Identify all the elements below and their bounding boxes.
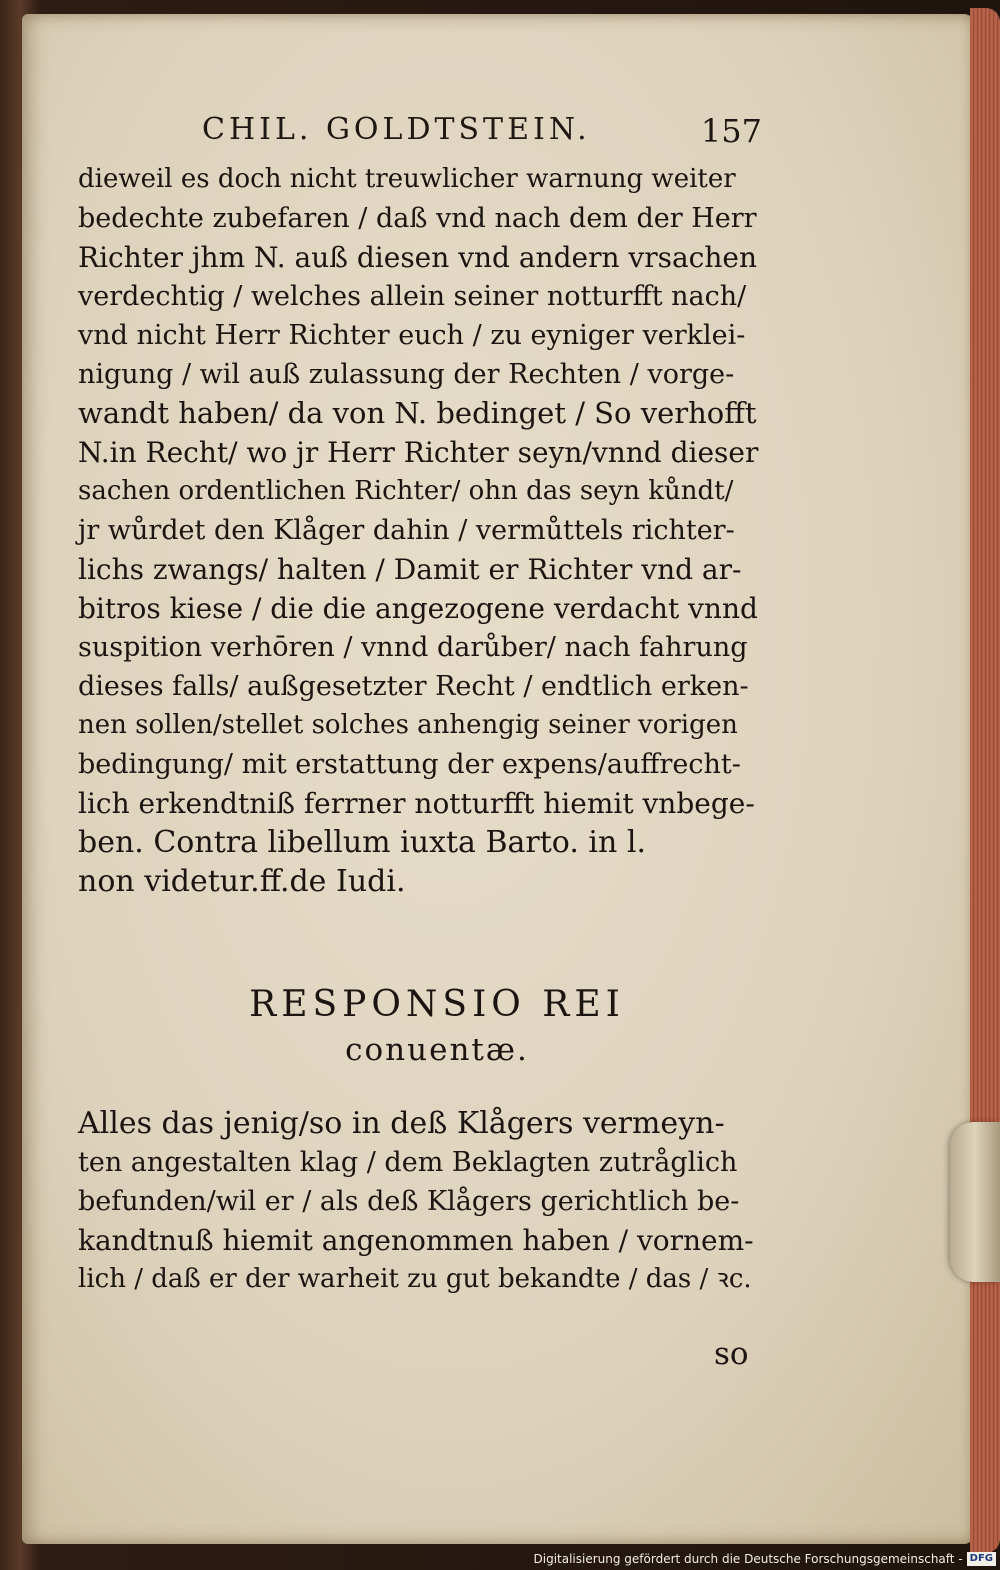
- body-line: lichs zwangs/ halten / Damit er Richter vnd ar-: [78, 553, 742, 586]
- response-line: ten angestalten klag / dem Beklagten zutråglich: [78, 1147, 738, 1178]
- response-line: lich / daß er der warheit zu gut bekandte / das / ꝛc.: [78, 1264, 752, 1294]
- dfg-logo-icon: DFG: [967, 1552, 996, 1566]
- body-line: dieses falls/ außgesetzter Recht / endtlich erken-: [78, 671, 749, 702]
- section-subtitle: conuentæ.: [345, 1032, 529, 1068]
- footer-credit: Digitalisierung gefördert durch die Deutsche Forschungsgemeinschaft -: [533, 1552, 963, 1566]
- running-header: [202, 112, 762, 152]
- body-line: bedechte zubefaren / daß vnd nach dem der Herr: [78, 203, 757, 234]
- running-title: CHIL. GOLDTSTEIN.: [202, 112, 591, 147]
- digitization-footer: [534, 1550, 997, 1568]
- body-text: [78, 160, 758, 901]
- response-line: Alles das jenig/so in deß Klågers vermeyn-: [78, 1106, 725, 1141]
- book-page: [22, 14, 974, 1544]
- body-line: lich erkendtniß ferrner notturfft hiemit vnbege-: [78, 787, 755, 820]
- body-line: dieweil es doch nicht treuwlicher warnung weiter: [78, 164, 736, 194]
- body-line: non videtur.ff.de Iudi.: [78, 864, 406, 899]
- response-text: [78, 1104, 758, 1299]
- body-line: wandt haben/ da von N. bedinget / So verhofft: [78, 396, 757, 430]
- body-line: verdechtig / welches allein seiner notturfft nach/: [78, 281, 747, 312]
- section-title: RESPONSIO REI: [249, 984, 625, 1025]
- book-clasp: [950, 1122, 1000, 1282]
- response-line: befunden/wil er / als deß Klågers gerichtlich be-: [78, 1186, 740, 1217]
- page-edge: [970, 8, 1000, 1553]
- body-line: suspition verhōren / vnnd darůber/ nach fahrung: [78, 632, 748, 663]
- catchword: so: [714, 1336, 749, 1372]
- page-number: 157: [700, 112, 762, 150]
- body-line: Richter jhm N. auß diesen vnd andern vrsachen: [78, 241, 757, 274]
- body-line: sachen ordentlichen Richter/ ohn das seyn kůndt/: [78, 476, 734, 506]
- body-line: bedingung/ mit erstattung der expens/auffrecht-: [78, 749, 741, 780]
- body-line: nigung / wil auß zulassung der Rechten / vorge-: [78, 359, 735, 390]
- body-line: N.in Recht/ wo jr Herr Richter seyn/vnnd dieser: [78, 436, 759, 469]
- response-line: kandtnuß hiemit angenommen haben / vornem-: [78, 1224, 754, 1257]
- body-line: nen sollen/stellet solches anhengig seiner vorigen: [78, 710, 738, 740]
- body-line: vnd nicht Herr Richter euch / zu eyniger verklei-: [78, 320, 746, 351]
- body-line: jr wůrdet den Klåger dahin / vermůttels richter-: [78, 515, 735, 546]
- body-line: bitros kiese / die die angezogene verdacht vnnd: [78, 592, 758, 625]
- body-line: ben. Contra libellum iuxta Barto. in l.: [78, 825, 646, 860]
